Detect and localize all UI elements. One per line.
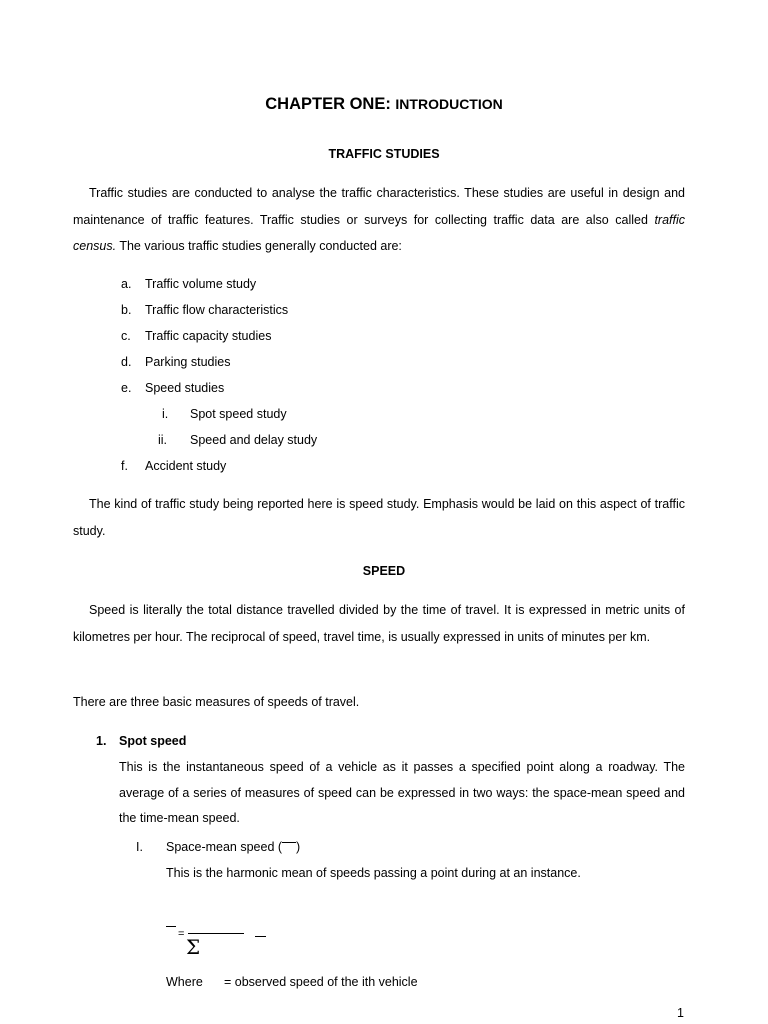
sublist-marker: i. (162, 407, 169, 421)
intro-text-2: The various traffic studies generally conducted are: (116, 239, 402, 253)
spot-paragraph: This is the instantaneous speed of a vehicle as it passes a specified point along a roadway. The average of a series of measures of speed can be expressed in two ways: the space-mean speed and the time-mean speed. (119, 760, 685, 825)
page-number: 1 (677, 1006, 684, 1020)
sublist-marker: ii. (158, 433, 168, 447)
heading-speed: SPEED (362, 564, 406, 578)
intro-italic: traffic census. (73, 212, 685, 253)
where-label: Where (166, 975, 203, 989)
list-marker: e. (121, 381, 132, 395)
formula-overbar (166, 926, 176, 927)
where-text: = observed speed of the ith vehicle (224, 975, 418, 989)
list-item: Traffic volume study (145, 277, 257, 291)
space-mean-heading (166, 840, 300, 854)
list-marker: c. (121, 329, 131, 343)
space-mean-close: ) (296, 840, 301, 854)
chapter-title-sub: INTRODUCTION (395, 96, 503, 112)
formula-overbar-2 (255, 936, 266, 937)
spot-marker: 1. (96, 734, 107, 748)
list-item: Traffic flow characteristics (145, 303, 289, 317)
list-item: Traffic capacity studies (145, 329, 272, 343)
intro-paragraph (73, 180, 685, 260)
spot-heading: Spot speed (119, 734, 187, 748)
space-mean-description: This is the harmonic mean of speeds passing a point during at an instance. (166, 866, 581, 880)
speed-text: Speed is literally the total distance travelled divided by the time of travel. It is expressed in metric units of kilometres per hour. The reciprocal of speed, travel time, is usually expressed in units of minutes per km. (73, 603, 685, 644)
list-marker: d. (121, 355, 132, 369)
chapter-title (0, 95, 768, 114)
list-item: Parking studies (145, 355, 231, 369)
list-marker: f. (121, 459, 128, 473)
list-marker: a. (121, 277, 132, 291)
kind-paragraph (73, 491, 685, 544)
overbar-symbol (282, 842, 296, 843)
space-mean-marker: I. (136, 840, 143, 854)
heading-traffic-studies: TRAFFIC STUDIES (328, 147, 440, 161)
formula-equals: = (178, 928, 185, 940)
chapter-title-main: CHAPTER ONE: (265, 95, 396, 113)
list-item: Speed studies (145, 381, 225, 395)
list-item: Accident study (145, 459, 227, 473)
formula-sigma: Σ (186, 935, 201, 959)
intro-text-1: Traffic studies are conducted to analyse the traffic characteristics. These studies are useful in design and maintenance of traffic features. Traffic studies or surveys for collecting traffic data are also called (73, 186, 685, 227)
formula-fraction-line (188, 933, 244, 934)
sublist-item: Speed and delay study (190, 433, 318, 447)
kind-text: The kind of traffic study being reported here is speed study. Emphasis would be laid on this aspect of traffic study. (73, 497, 685, 538)
speed-paragraph (73, 597, 685, 650)
space-mean-heading-text: Space-mean speed ( (166, 840, 283, 854)
list-marker: b. (121, 303, 132, 317)
measures-intro: There are three basic measures of speeds of travel. (73, 695, 360, 709)
sublist-item: Spot speed study (190, 407, 287, 421)
